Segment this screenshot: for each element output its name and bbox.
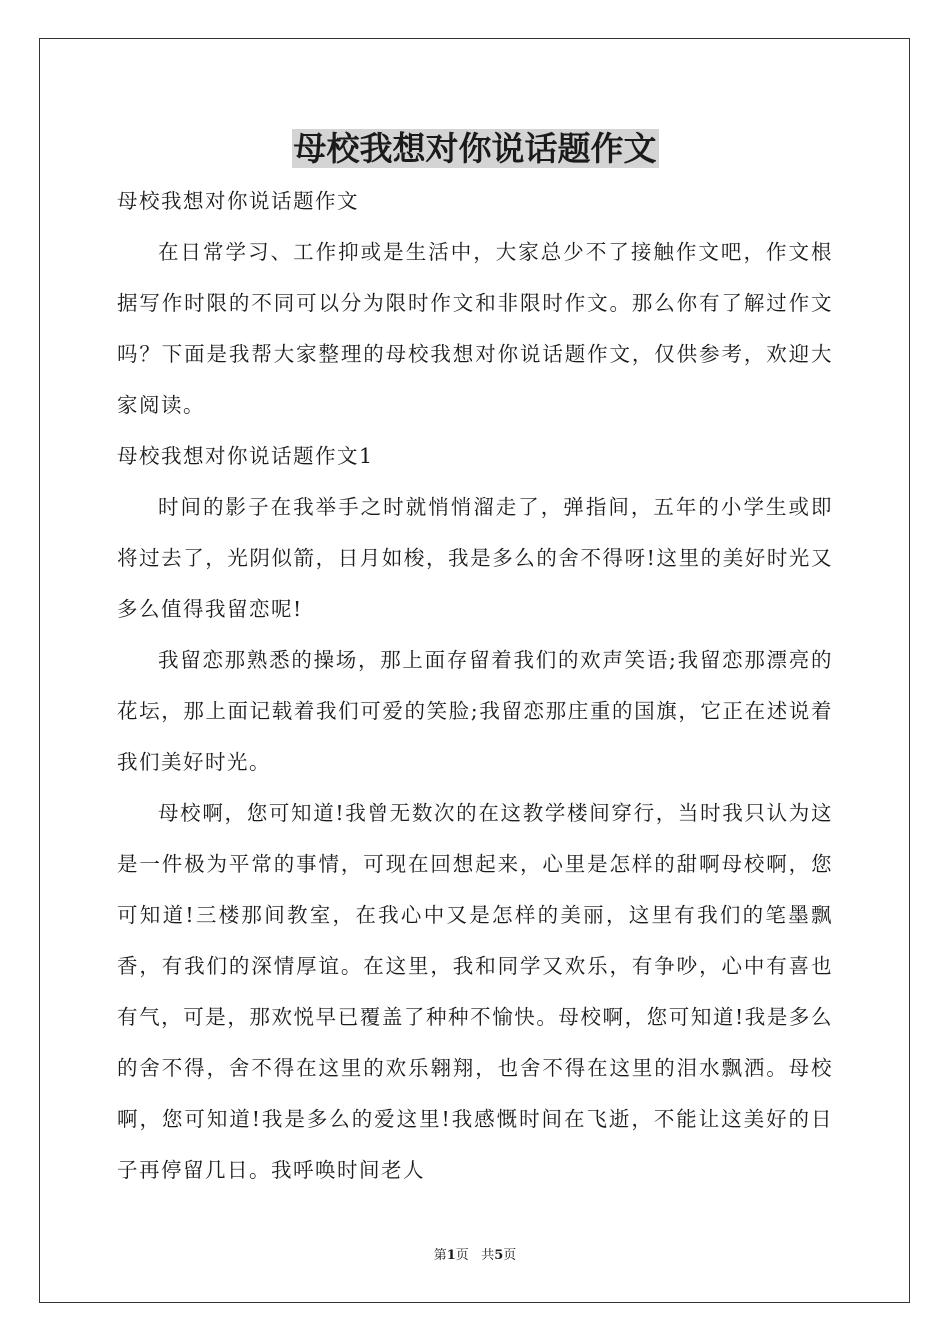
intro-paragraph: 在日常学习、工作抑或是生活中，大家总少不了接触作文吧，作文根据写作时限的不同可以分为限时作文和非限时作文。那么你有了解过作文吗？下面是我帮大家整理的母校我想对你说话题作文，仅供参考，欢迎大家阅读。: [117, 240, 833, 417]
footer-page-number: 1: [446, 1248, 456, 1263]
body-paragraph: 我留恋那熟悉的操场，那上面存留着我们的欢声笑语;我留恋那漂亮的花坛，那上面记载着我们可爱的笑脸;我留恋那庄重的国旗，它正在述说着我们美好时光。: [117, 648, 833, 774]
section-heading: 母校我想对你说话题作文1: [117, 444, 374, 468]
subtitle-line: 母校我想对你说话题作文: [117, 189, 359, 213]
body-paragraph: 母校啊，您可知道!我曾无数次的在这教学楼间穿行，当时我只认为这是一件极为平常的事情，可现在回想起来，心里是怎样的甜啊母校啊，您可知道!三楼那间教室，在我心中又是怎样的美丽，这里有我们的笔墨飘香，有我们的深情厚谊。在这里，我和同学又欢乐，有争吵，心中有喜也有气，可是，那欢悦早已覆盖了种种不愉快。母校啊，您可知道!我是多么的舍不得，舍不得在这里的欢乐翱翔，也舍不得在这里的泪水飘洒。母校啊，您可知道!我是多么的爱这里!我感慨时间在飞逝，不能让这美好的日子再停留几日。我呼唤时间老人: [117, 801, 833, 1182]
footer-total-pages: 5: [494, 1248, 504, 1263]
footer-prefix: 第: [433, 1248, 447, 1263]
document-body: [117, 176, 833, 1196]
footer-total-prefix: 共: [481, 1248, 495, 1263]
body-paragraph: 时间的影子在我举手之时就悄悄溜走了，弹指间，五年的小学生或即将过去了，光阴似箭，日月如梭，我是多么的舍不得呀!这里的美好时光又多么值得我留恋呢!: [117, 495, 833, 621]
page-footer: [0, 1246, 950, 1266]
footer-total-unit: 页: [503, 1248, 517, 1263]
footer-page-unit: 页: [455, 1248, 469, 1263]
document-title-text: 母校我想对你说话题作文: [293, 129, 657, 168]
document-title: [0, 124, 950, 174]
